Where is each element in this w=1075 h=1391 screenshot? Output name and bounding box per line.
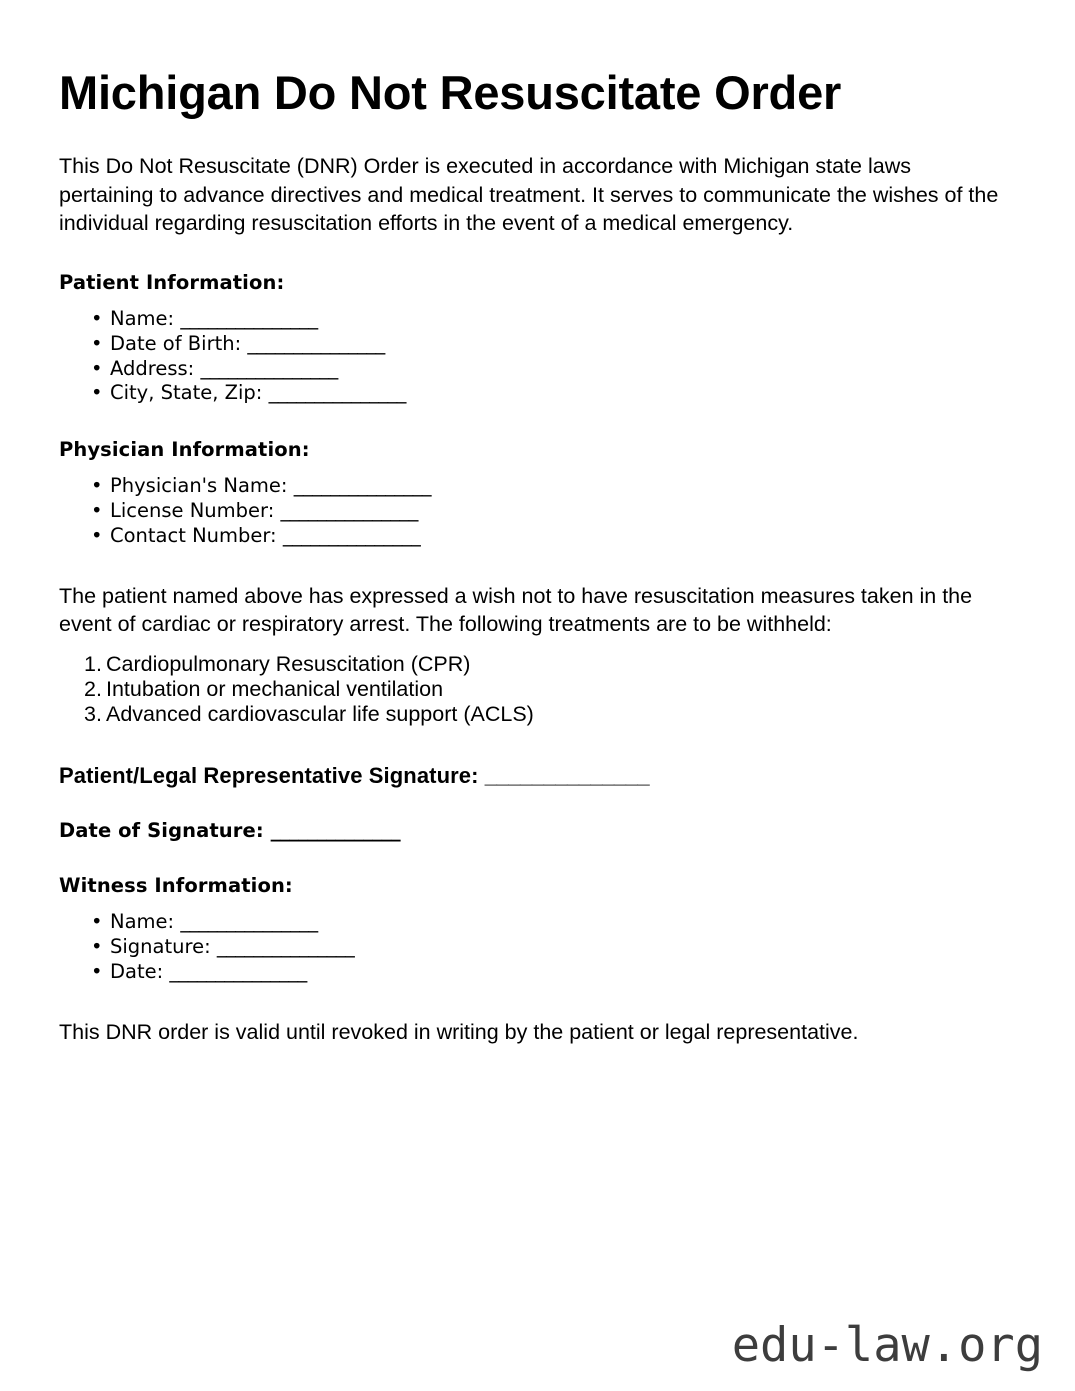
list-item: Intubation or mechanical ventilation xyxy=(106,676,444,701)
date-of-signature-label: Date of Signature: xyxy=(59,818,264,842)
field-label: Date of Birth: xyxy=(110,331,242,355)
field-blank[interactable]: _______________ xyxy=(280,498,418,522)
field-label: Name: xyxy=(110,909,175,933)
field-blank[interactable]: _______________ xyxy=(200,356,338,380)
bullet-icon: • xyxy=(91,909,103,933)
witness-information-heading: Witness Information: xyxy=(59,873,293,897)
field-blank[interactable]: _______________ xyxy=(216,934,355,958)
bullet-icon: • xyxy=(91,474,103,498)
patient-information-list xyxy=(59,307,1016,406)
field-blank[interactable]: _______________ xyxy=(180,909,318,933)
list-item: Advanced cardiovascular life support (ACLS) xyxy=(106,701,534,726)
validity-paragraph: This DNR order is valid until revoked in writing by the patient or legal representative. xyxy=(59,1020,859,1045)
field-blank[interactable]: _______________ xyxy=(293,474,431,498)
field-label: Address: xyxy=(110,356,195,380)
field-blank[interactable]: _______________ xyxy=(169,959,307,983)
patient-information-heading: Patient Information: xyxy=(59,270,285,294)
field-label: City, State, Zip: xyxy=(110,381,263,405)
withheld-treatments-list xyxy=(59,652,1016,727)
field-blank[interactable]: _______________ xyxy=(180,306,318,330)
field-blank[interactable]: _______________ xyxy=(247,331,385,355)
bullet-icon: • xyxy=(91,381,103,405)
field-label: Signature: xyxy=(110,934,211,958)
field-blank[interactable]: _______________ xyxy=(268,381,406,405)
bullet-icon: • xyxy=(91,498,103,522)
physician-information-list xyxy=(59,474,1016,548)
date-of-signature-line xyxy=(59,818,1016,844)
bullet-icon: • xyxy=(91,306,103,330)
list-item: Cardiopulmonary Resuscitation (CPR) xyxy=(106,651,471,676)
physician-information-heading: Physician Information: xyxy=(59,438,310,462)
field-blank[interactable]: _______________ xyxy=(282,523,421,547)
witness-information-list xyxy=(59,910,1016,984)
patient-signature-line xyxy=(59,763,1016,789)
list-item xyxy=(91,909,1016,935)
list-item xyxy=(91,381,1016,406)
treatments-paragraph: The patient named above has expressed a wish not to have resuscitation measures taken in the event of cardiac or respiratory arrest. The following treatments are to be withheld: xyxy=(59,583,973,636)
field-label: License Number: xyxy=(110,498,275,522)
bullet-icon: • xyxy=(91,331,103,355)
intro-paragraph: This Do Not Resuscitate (DNR) Order is executed in accordance with Michigan state laws pertaining to advance directives and medical treatment. It serves to communicate the wishes of the individual regarding resuscitation efforts in the event of a medical emergency. xyxy=(59,154,999,235)
date-of-signature-blank[interactable]: ______________ xyxy=(270,818,401,842)
bullet-icon: • xyxy=(91,959,103,983)
patient-signature-label: Patient/Legal Representative Signature: xyxy=(59,762,479,788)
bullet-icon: • xyxy=(91,934,103,958)
list-item xyxy=(91,474,1016,499)
field-label: Physician's Name: xyxy=(110,474,288,498)
list-item xyxy=(91,498,1016,524)
list-item xyxy=(91,331,1016,357)
bullet-icon: • xyxy=(91,356,103,380)
site-watermark: edu-law.org xyxy=(731,1318,1043,1373)
field-label: Contact Number: xyxy=(110,523,277,547)
list-item xyxy=(91,934,1016,960)
list-item xyxy=(91,306,1016,332)
bullet-icon: • xyxy=(91,523,103,547)
list-item xyxy=(91,356,1016,382)
field-label: Date: xyxy=(110,959,164,983)
list-item xyxy=(91,523,1016,549)
field-label: Name: xyxy=(110,306,175,330)
patient-signature-blank[interactable]: ______________ xyxy=(484,762,650,788)
page-title: Michigan Do Not Resuscitate Order xyxy=(59,66,842,119)
list-item xyxy=(91,959,1016,985)
